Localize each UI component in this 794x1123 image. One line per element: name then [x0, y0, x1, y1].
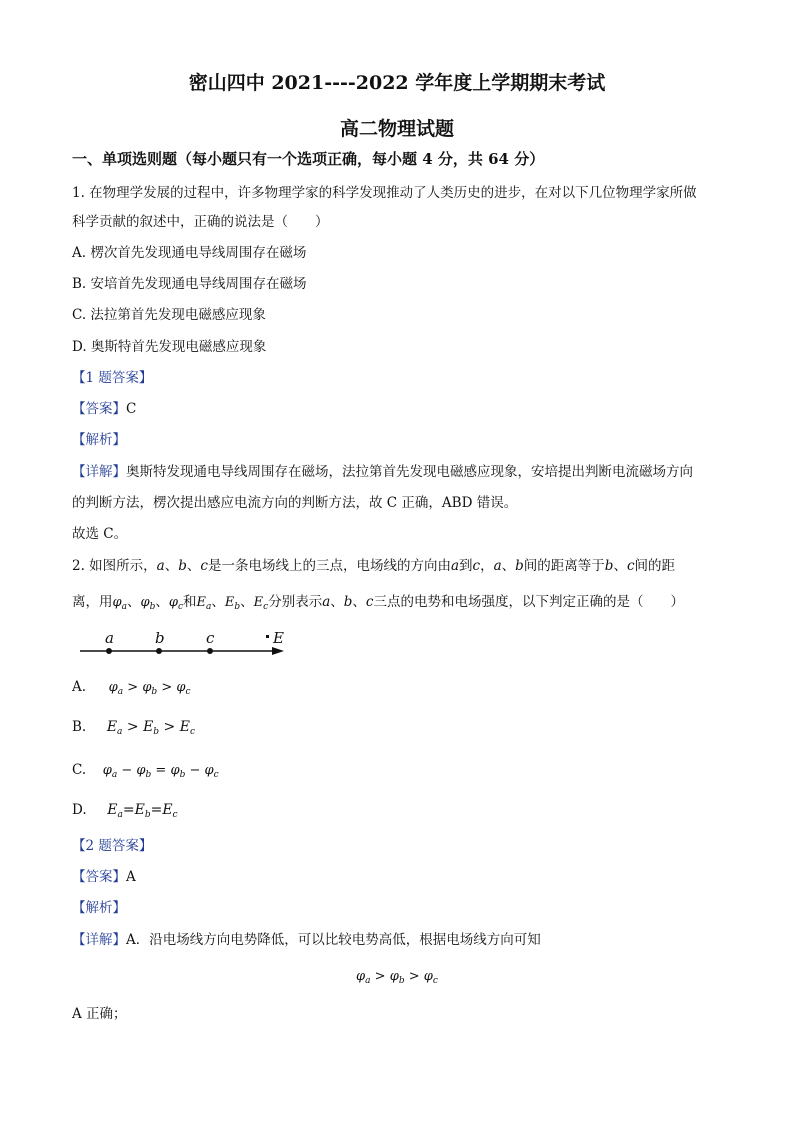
answer-label: 【答案】 — [72, 401, 126, 417]
q1-analysis-label: 【解析】 — [72, 432, 126, 448]
option-letter: B. — [72, 719, 87, 735]
option-letter: C. — [72, 762, 87, 778]
q2-text: 三点的电势和电场强度，以下判定正确的是（ ） — [373, 594, 684, 610]
answer-label: 【答案】 — [72, 869, 126, 885]
var-b: b — [604, 558, 614, 574]
var-b: b — [178, 558, 187, 574]
q2-option-a — [72, 677, 191, 702]
exam-subtitle: 高二物理试题 — [339, 118, 454, 140]
var-c: c — [200, 558, 208, 574]
label-c: c — [206, 629, 215, 647]
q1-answer — [72, 399, 136, 419]
q2-a-correct: A 正确； — [72, 1006, 127, 1022]
field-line-figure — [72, 624, 302, 664]
sep: 、 — [211, 594, 225, 610]
E-c: $E_c$ — [253, 595, 269, 612]
sep: ， — [480, 558, 494, 574]
q2-text: 2. 如图所示， — [72, 558, 157, 574]
sep: 、 — [126, 594, 141, 610]
sep: 、 — [352, 594, 366, 610]
q2-answer-tag: 【2 题答案】 — [72, 838, 153, 854]
q2-text: 和 — [183, 594, 197, 610]
sep: 、 — [501, 558, 516, 574]
sep: 、 — [613, 558, 627, 574]
q2-answer — [72, 867, 136, 887]
phi-c: $\varphi_c$ — [168, 595, 184, 612]
point-b — [156, 648, 162, 654]
sep: 、 — [155, 594, 169, 610]
q2-text: 离，用 — [72, 594, 113, 610]
q1-option-a: A. 楞次首先发现通电导线周围存在磁场 — [72, 245, 307, 261]
q1-answer-tag: 【1 题答案】 — [72, 370, 153, 386]
E-b: $E_b$ — [224, 595, 241, 612]
q2-text: 间的距离等于 — [523, 558, 605, 574]
var-c: c — [472, 558, 481, 574]
q1-conclusion: 故选 C。 — [72, 526, 128, 542]
q2-text: 到 — [459, 558, 473, 574]
q2-text: 是一条电场线上的三点，电场线的方向由 — [207, 558, 451, 574]
answer-value: C — [126, 401, 137, 417]
q2-detail-equation — [0, 966, 794, 991]
E-a: $E_a$ — [196, 595, 212, 612]
q2-detail-line1 — [72, 930, 541, 950]
q2-option-d — [72, 800, 178, 825]
option-a-expr: $\varphi_a > \varphi_b > \varphi_c$ — [108, 680, 191, 697]
label-E: E — [273, 629, 284, 647]
detail-label: 【详解】 — [72, 464, 126, 480]
var-a: a — [322, 594, 331, 610]
q1-detail-line2: 的判断方法，楞次提出感应电流方向的判断方法，故 C 正确，ABD 错误。 — [72, 495, 518, 511]
equation-expr: $\varphi_a > \varphi_b > \varphi_c$ — [356, 969, 438, 986]
q1-option-d: D. 奥斯特首先发现电磁感应现象 — [72, 339, 267, 355]
q2-text: 间的距 — [634, 558, 676, 574]
q1-stem-line2: 科学贡献的叙述中，正确的说法是（ ） — [72, 214, 329, 230]
answer-value: A — [126, 869, 136, 885]
phi-b: $\varphi_b$ — [140, 595, 156, 612]
exam-title: 密山四中 2021----2022 学年度上学期期末考试 — [188, 72, 606, 94]
detail-text: A．沿电场线方向电势降低，可以比较电势高低，根据电场线方向可知 — [126, 932, 541, 948]
var-a: a — [450, 558, 460, 574]
label-a: a — [105, 629, 114, 647]
sep: 、 — [330, 594, 344, 610]
option-c-expr: $\varphi_a - \varphi_b = \varphi_b - \varphi_c$ — [102, 763, 219, 780]
q2-text: 分别表示 — [268, 594, 323, 610]
sep: 、 — [240, 594, 254, 610]
detail-label: 【详解】 — [72, 932, 126, 948]
phi-a: $\varphi_a$ — [112, 595, 127, 612]
var-c: c — [365, 594, 374, 610]
point-c — [207, 648, 213, 654]
var-b: b — [515, 558, 524, 574]
q2-analysis-label: 【解析】 — [72, 900, 126, 916]
E-marker — [266, 635, 269, 638]
point-a — [106, 648, 112, 654]
q1-option-b: B. 安培首先发现通电导线周围存在磁场 — [72, 276, 307, 292]
arrow-head-icon — [272, 647, 284, 655]
var-c: c — [626, 558, 635, 574]
q1-option-c: C. 法拉第首先发现电磁感应现象 — [72, 307, 266, 323]
option-letter: D. — [72, 802, 87, 818]
detail-text: 奥斯特发现通电导线周围存在磁场，法拉第首先发现电磁感应现象，安培提出判断电流磁场方向 — [126, 464, 693, 480]
sep: 、 — [164, 558, 179, 574]
var-a: a — [493, 558, 502, 574]
q1-detail-line1 — [72, 462, 693, 482]
q2-option-b — [72, 717, 195, 742]
var-a: a — [156, 558, 165, 574]
option-d-expr: $E_a=E_b=E_c$ — [107, 802, 178, 820]
q1-stem-line1: 1. 在物理学发展的过程中，许多物理学家的科学发现推动了人类历史的进步，在对以下几位物理学家所做 — [72, 185, 697, 201]
var-b: b — [343, 594, 353, 610]
q2-stem-line1 — [72, 556, 675, 576]
option-b-expr: $E_a > E_b > E_c$ — [106, 719, 195, 737]
q2-option-c — [72, 760, 219, 785]
sep: 、 — [186, 558, 201, 574]
q2-stem-line2 — [72, 592, 684, 617]
section-heading: 一、单项选则题（每小题只有一个选项正确，每小题 4 分，共 64 分） — [72, 150, 545, 168]
label-b: b — [155, 629, 165, 647]
option-letter: A. — [72, 679, 87, 695]
